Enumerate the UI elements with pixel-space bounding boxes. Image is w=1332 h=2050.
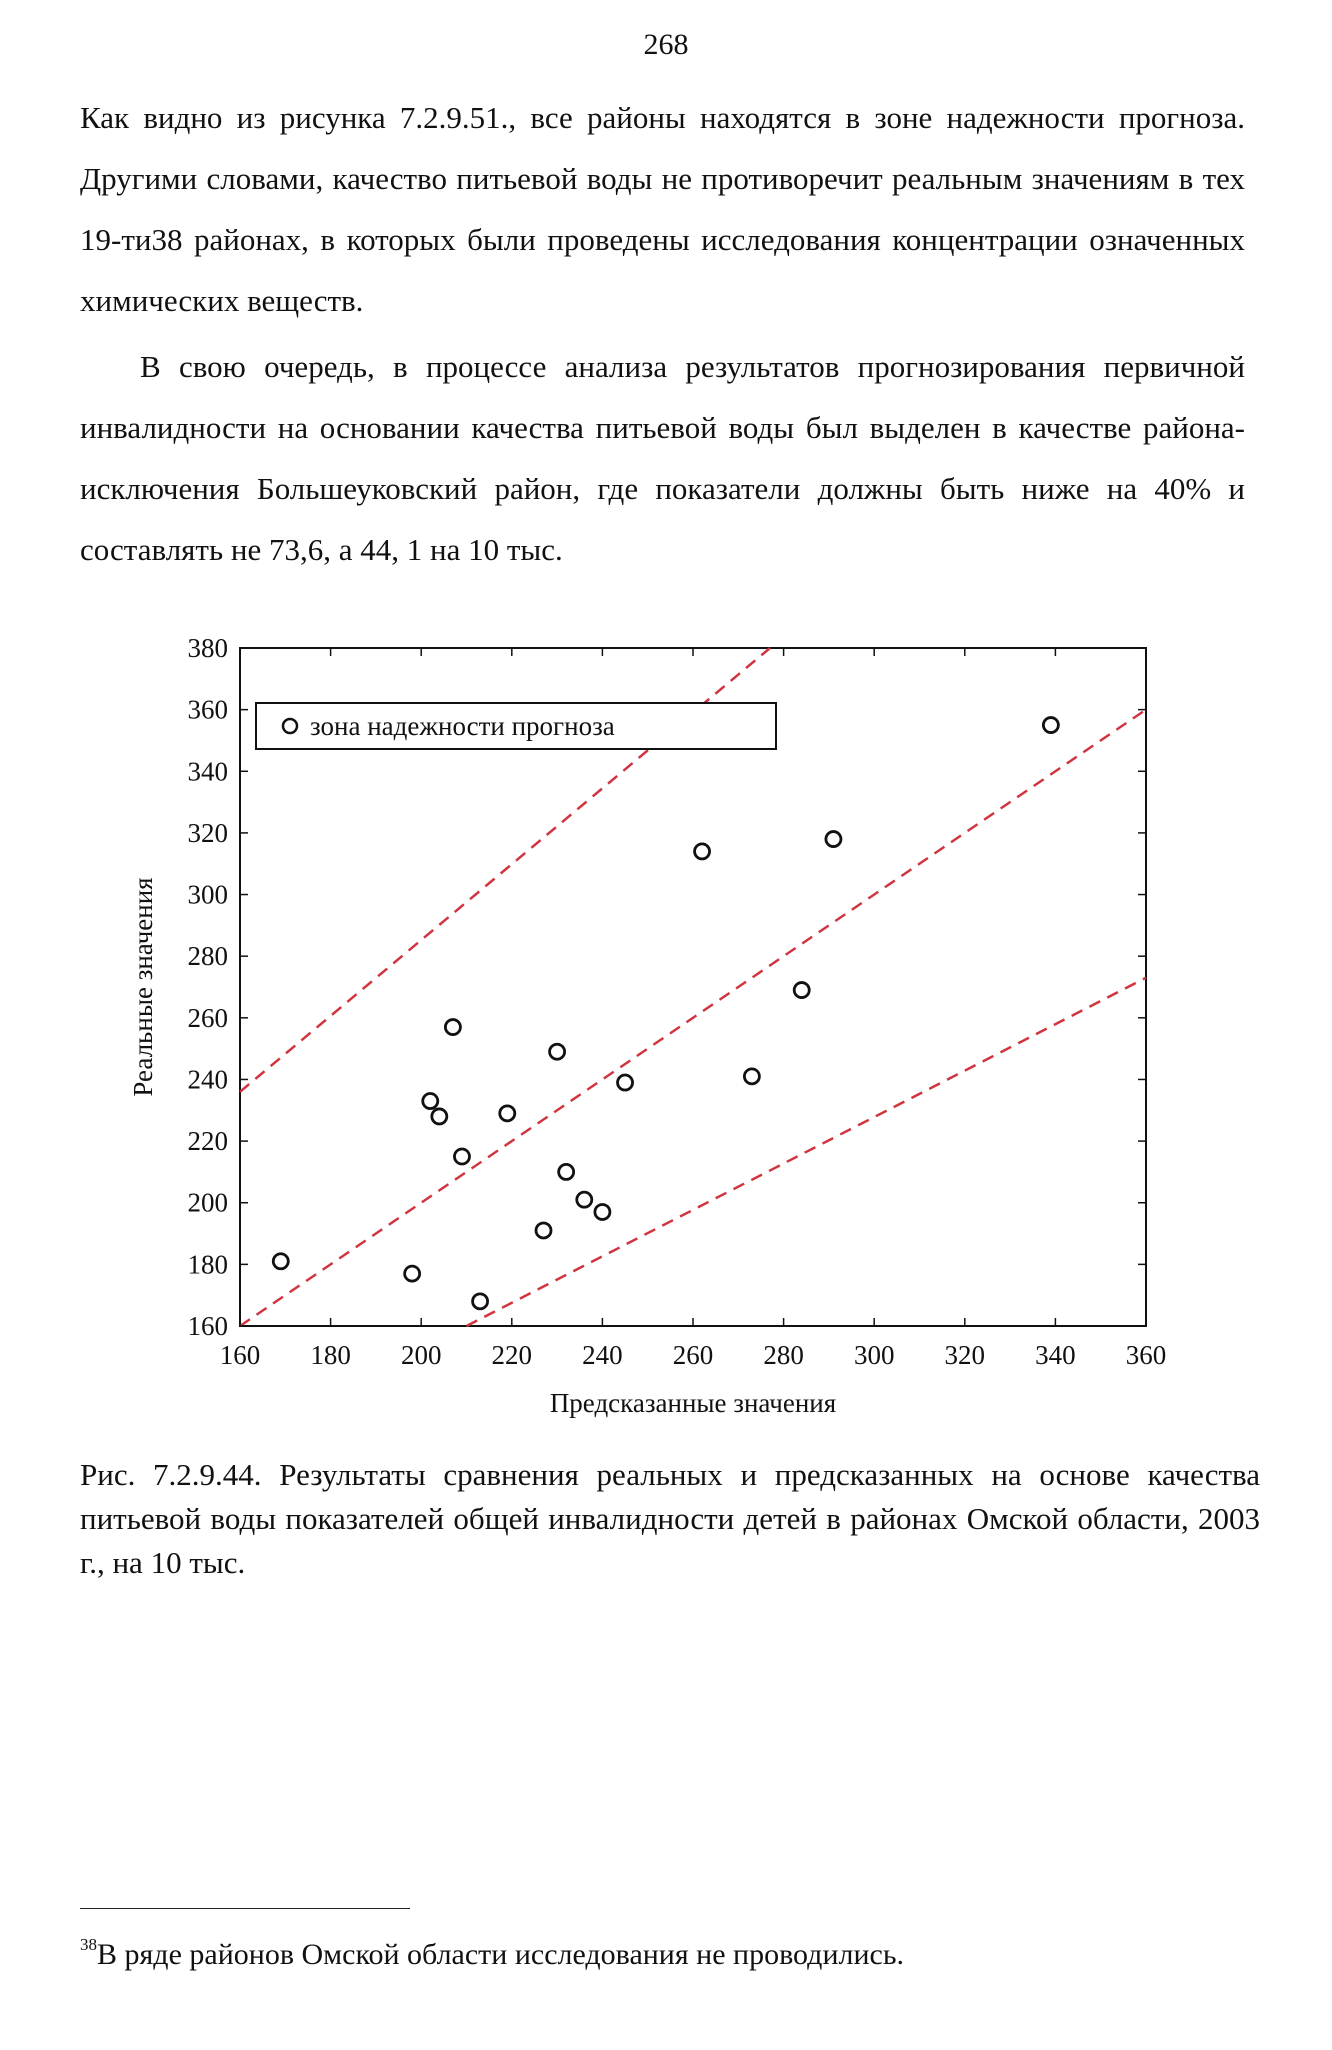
scatter-chart xyxy=(0,600,1332,1440)
data-point xyxy=(405,1266,420,1281)
data-point xyxy=(473,1294,488,1309)
footnote-divider xyxy=(80,1908,410,1909)
data-point xyxy=(454,1149,469,1164)
y-axis-label: Реальные значения xyxy=(128,877,158,1097)
x-tick-label: 340 xyxy=(1035,1340,1076,1370)
x-tick-label: 260 xyxy=(672,1340,714,1370)
x-tick-label: 240 xyxy=(582,1340,623,1370)
paragraph-2: В свою очередь, в процессе анализа результатов прогнозирования первичной инвалидности на основании качества питьевой воды был выделен в качестве района-исключения Большеуковский район, где показатели должны быть ниже на 40% и составлять не 73,6, а 44, 1 на 10 тыс. xyxy=(80,349,1245,567)
x-tick-label: 160 xyxy=(219,1340,261,1370)
footnote-text: В ряде районов Омской области исследования не проводились. xyxy=(97,1938,905,1971)
data-point xyxy=(695,844,710,859)
x-axis-label: Предсказанные значения xyxy=(549,1388,837,1418)
data-point xyxy=(273,1254,288,1269)
y-tick-label: 280 xyxy=(187,941,228,972)
y-tick-label: 200 xyxy=(187,1187,228,1218)
legend xyxy=(256,703,776,749)
y-tick-label: 340 xyxy=(187,756,228,787)
y-tick-label: 300 xyxy=(187,879,228,910)
data-point xyxy=(500,1106,515,1121)
data-point xyxy=(445,1020,460,1035)
data-point xyxy=(559,1164,574,1179)
data-point xyxy=(744,1069,759,1084)
y-tick-label: 360 xyxy=(187,694,228,725)
x-tick-label: 320 xyxy=(944,1340,986,1370)
legend-label: зона надежности прогноза xyxy=(310,711,615,741)
y-tick-label: 260 xyxy=(187,1002,228,1033)
x-tick-label: 300 xyxy=(853,1340,895,1370)
reference-line-2 xyxy=(240,710,1146,1326)
y-tick-label: 380 xyxy=(187,633,228,663)
data-point xyxy=(618,1075,633,1090)
footnote xyxy=(80,1935,904,1972)
reference-line-3 xyxy=(467,978,1147,1326)
y-tick-label: 220 xyxy=(187,1126,228,1157)
figure-caption: Рис. 7.2.9.44. Результаты сравнения реальных и предсказанных на основе качества питьевой воды показателей общей инвалидности детей в районах Омской области, 2003 г., на 10 тыс. xyxy=(80,1457,1260,1580)
x-tick-label: 180 xyxy=(310,1340,351,1370)
paragraph-1: Как видно из рисунка 7.2.9.51., все районы находятся в зоне надежности прогноза. Другими словами, качество питьевой воды не противоречит реальным значениям в тех 19-ти38 районах, в которых были проведены исследования концентрации означенных химических веществ. xyxy=(80,100,1245,318)
data-point xyxy=(794,983,809,998)
y-tick-label: 160 xyxy=(187,1311,228,1341)
data-point xyxy=(550,1044,565,1059)
y-tick-label: 320 xyxy=(187,817,228,848)
footnote-marker: 38 xyxy=(80,1935,97,1954)
chart-svg xyxy=(0,600,1332,1440)
x-axis-ticks xyxy=(220,648,1167,1370)
data-point xyxy=(826,832,841,847)
page-number: 268 xyxy=(643,28,689,61)
data-point xyxy=(536,1223,551,1238)
data-point xyxy=(423,1094,438,1109)
x-tick-label: 200 xyxy=(400,1340,442,1370)
data-point xyxy=(577,1192,592,1207)
y-tick-label: 240 xyxy=(187,1064,228,1095)
data-point xyxy=(1043,718,1058,733)
data-point xyxy=(432,1109,447,1124)
data-points xyxy=(273,718,1058,1309)
x-tick-label: 220 xyxy=(491,1340,533,1370)
x-tick-label: 360 xyxy=(1125,1340,1167,1370)
data-point xyxy=(595,1204,610,1219)
x-tick-label: 280 xyxy=(763,1340,804,1370)
y-tick-label: 180 xyxy=(187,1249,228,1280)
